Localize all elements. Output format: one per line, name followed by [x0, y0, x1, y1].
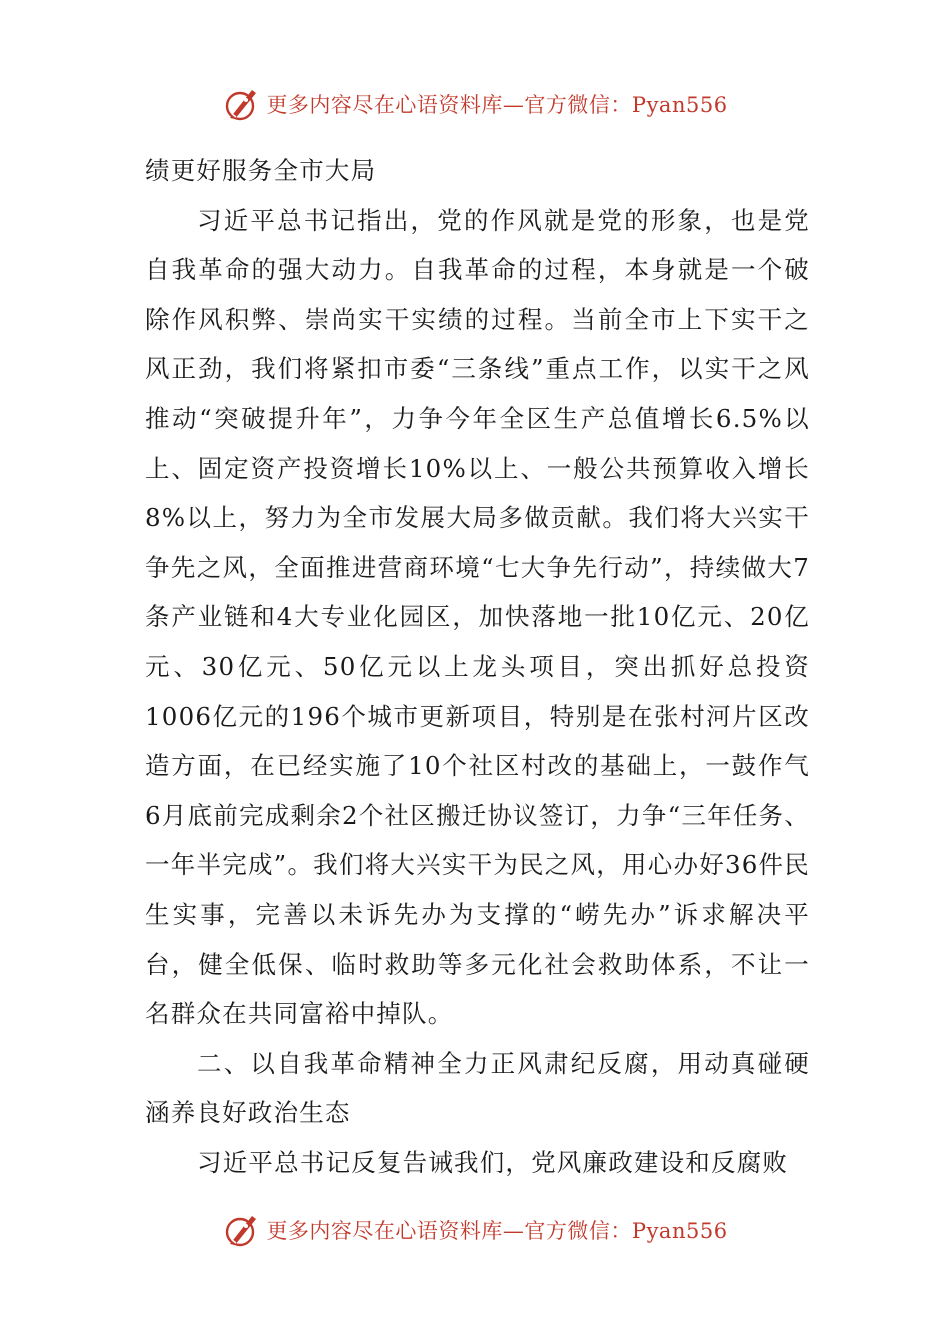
header-banner [0, 82, 950, 126]
paragraph-anticorruption: 习近平总书记反复告诫我们，党风廉政建设和反腐败 [197, 1147, 789, 1177]
section-heading-two: 二、以自我革命精神全力正风肃纪反腐，用动真碰硬涵养良好政治生态 [145, 1048, 810, 1128]
paragraph-continuation: 绩更好服务全市大局 [145, 156, 377, 185]
paragraph-work-style: 习近平总书记指出，党的作风就是党的形象，也是党自我革命的强大动力。自我革命的过程，本身就是一个破除作风积弊、崇尚实干实绩的过程。当前全市上下实干之风正劲，我们将紧扣市委“三条线”重点工作，以实干之风推动“突破提升年”，力争今年全区生产总值增长6.5%以上、固定资产投资增长10%以上、一般公共预算收入增长8%以上，努力为全市发展大局多做贡献。我们将大兴实干争先之风，全面推进营商环境“七大争先行动”，持续做大7条产业链和4大专业化园区，加快落地一批10亿元、20亿元、30亿元、50亿元以上龙头项目，突出抓好总投资1006亿元的196个城市更新项目，特别是在张村河片区改造方面，在已经实施了10个社区村改的基础上，一鼓作气6月底前完成剩余2个社区搬迁协议签订，力争“三年任务、一年半完成”。我们将大兴实干为民之风，用心办好36件民生实事，完善以未诉先办为支撑的“崂先办”诉求解决平台，健全低保、临时救助等多元化社会救助体系，不让一名群众在共同富裕中掉队。 [145, 205, 810, 1029]
quill-pen-logo-icon [222, 84, 262, 124]
document-body [145, 146, 810, 1187]
quill-pen-logo-icon [222, 1210, 262, 1250]
footer-banner [0, 1208, 950, 1252]
header-banner-text: 更多内容尽在心语资料库—官方微信：Pyan556 [266, 93, 728, 117]
footer-banner-text: 更多内容尽在心语资料库—官方微信：Pyan556 [266, 1219, 728, 1243]
